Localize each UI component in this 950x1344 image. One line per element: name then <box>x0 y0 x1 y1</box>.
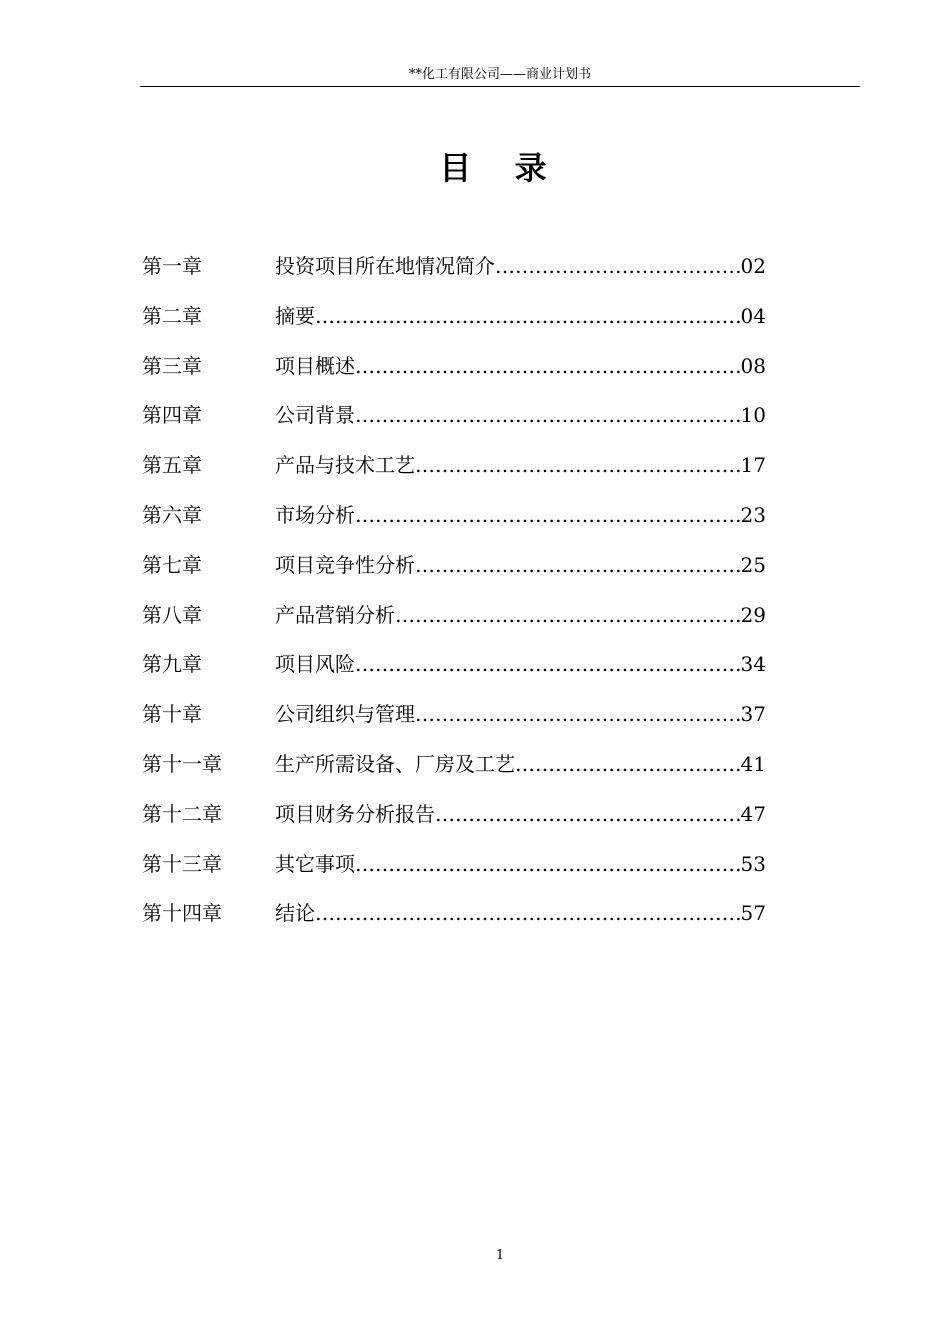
toc-chapter-label: 第九章 <box>142 652 202 677</box>
dot-leader <box>355 501 741 529</box>
toc-chapter-label: 第七章 <box>142 552 202 577</box>
dot-leader <box>355 650 741 678</box>
dot-leader <box>355 401 741 429</box>
toc-entry-title: 结论 <box>275 901 315 926</box>
dot-leader <box>515 750 741 778</box>
toc-entry-title: 摘要 <box>275 303 315 328</box>
toc-entry-title: 项目竞争性分析 <box>275 552 415 577</box>
dot-leader <box>415 551 741 579</box>
toc-row-chapter-11[interactable] <box>142 750 766 800</box>
toc-row-chapter-8[interactable] <box>142 601 766 651</box>
toc-entry <box>275 551 766 579</box>
toc-chapter-label: 第四章 <box>142 403 202 428</box>
toc-chapter-label: 第八章 <box>142 602 202 627</box>
dot-leader <box>415 700 741 728</box>
dot-leader <box>355 850 741 878</box>
toc-row-chapter-9[interactable] <box>142 650 766 700</box>
toc-row-chapter-6[interactable] <box>142 501 766 551</box>
dot-leader <box>395 601 741 629</box>
toc-entry <box>275 601 766 629</box>
dot-leader <box>355 352 741 380</box>
toc-row-chapter-14[interactable] <box>142 899 766 949</box>
toc-entry <box>275 800 766 828</box>
toc-page-number: 23 <box>740 502 766 527</box>
dot-leader <box>495 252 741 280</box>
toc-entry-title: 公司背景 <box>275 403 355 428</box>
toc-chapter-label: 第十二章 <box>142 801 222 826</box>
toc-entry <box>275 352 766 380</box>
toc-row-chapter-12[interactable] <box>142 800 766 850</box>
toc-chapter-label: 第十章 <box>142 702 202 727</box>
toc-entry <box>275 750 766 778</box>
toc-row-chapter-2[interactable] <box>142 302 766 352</box>
toc-chapter-label: 第十四章 <box>142 901 222 926</box>
toc-entry-title: 项目概述 <box>275 353 355 378</box>
toc-chapter-label: 第五章 <box>142 453 202 478</box>
toc-row-chapter-1[interactable] <box>142 252 766 302</box>
running-header: **化工有限公司——商业计划书 <box>408 67 591 82</box>
dot-leader <box>415 451 741 479</box>
toc-chapter-label: 第十三章 <box>142 851 222 876</box>
table-of-contents <box>142 252 766 949</box>
toc-chapter-label: 第十一章 <box>142 751 222 776</box>
toc-entry-title: 生产所需设备、厂房及工艺 <box>275 751 515 776</box>
toc-entry <box>275 302 766 330</box>
toc-row-chapter-7[interactable] <box>142 551 766 601</box>
toc-page-number: 53 <box>740 851 766 876</box>
toc-entry-title: 产品营销分析 <box>275 602 395 627</box>
toc-row-chapter-13[interactable] <box>142 850 766 900</box>
dot-leader <box>315 899 741 927</box>
page-title: 目 录 <box>439 149 563 187</box>
footer-page-number: 1 <box>495 1248 505 1263</box>
toc-entry <box>275 650 766 678</box>
toc-entry <box>275 501 766 529</box>
toc-page-number: 25 <box>740 552 766 577</box>
toc-row-chapter-10[interactable] <box>142 700 766 750</box>
toc-entry-title: 投资项目所在地情况简介 <box>275 254 495 278</box>
toc-entry-title: 产品与技术工艺 <box>275 453 415 478</box>
toc-entry <box>275 451 766 479</box>
toc-entry-title: 市场分析 <box>275 502 355 527</box>
toc-row-chapter-5[interactable] <box>142 451 766 501</box>
toc-page-number: 41 <box>740 751 766 776</box>
header-divider <box>140 86 860 87</box>
toc-page-number: 10 <box>740 403 766 428</box>
toc-chapter-label: 第六章 <box>142 502 202 527</box>
toc-chapter-label: 第一章 <box>142 254 202 278</box>
toc-page-number: 02 <box>740 254 766 278</box>
toc-entry-title: 公司组织与管理 <box>275 702 415 727</box>
toc-page-number: 57 <box>740 901 766 926</box>
toc-page-number: 29 <box>740 602 766 627</box>
toc-entry <box>275 401 766 429</box>
toc-page-number: 04 <box>740 303 766 328</box>
dot-leader <box>435 800 741 828</box>
toc-row-chapter-3[interactable] <box>142 352 766 402</box>
toc-entry <box>275 899 766 927</box>
toc-entry-title: 项目财务分析报告 <box>275 801 435 826</box>
toc-entry <box>275 700 766 728</box>
toc-chapter-label: 第三章 <box>142 353 202 378</box>
toc-page-number: 08 <box>740 353 766 378</box>
toc-entry-title: 其它事项 <box>275 851 355 876</box>
toc-entry-title: 项目风险 <box>275 652 355 677</box>
toc-page-number: 17 <box>740 453 766 478</box>
toc-row-chapter-4[interactable] <box>142 401 766 451</box>
toc-page-number: 47 <box>740 801 766 826</box>
toc-chapter-label: 第二章 <box>142 303 202 328</box>
dot-leader <box>315 302 741 330</box>
toc-entry <box>275 252 766 280</box>
toc-entry <box>275 850 766 878</box>
toc-page-number: 34 <box>740 652 766 677</box>
toc-page-number: 37 <box>740 702 766 727</box>
